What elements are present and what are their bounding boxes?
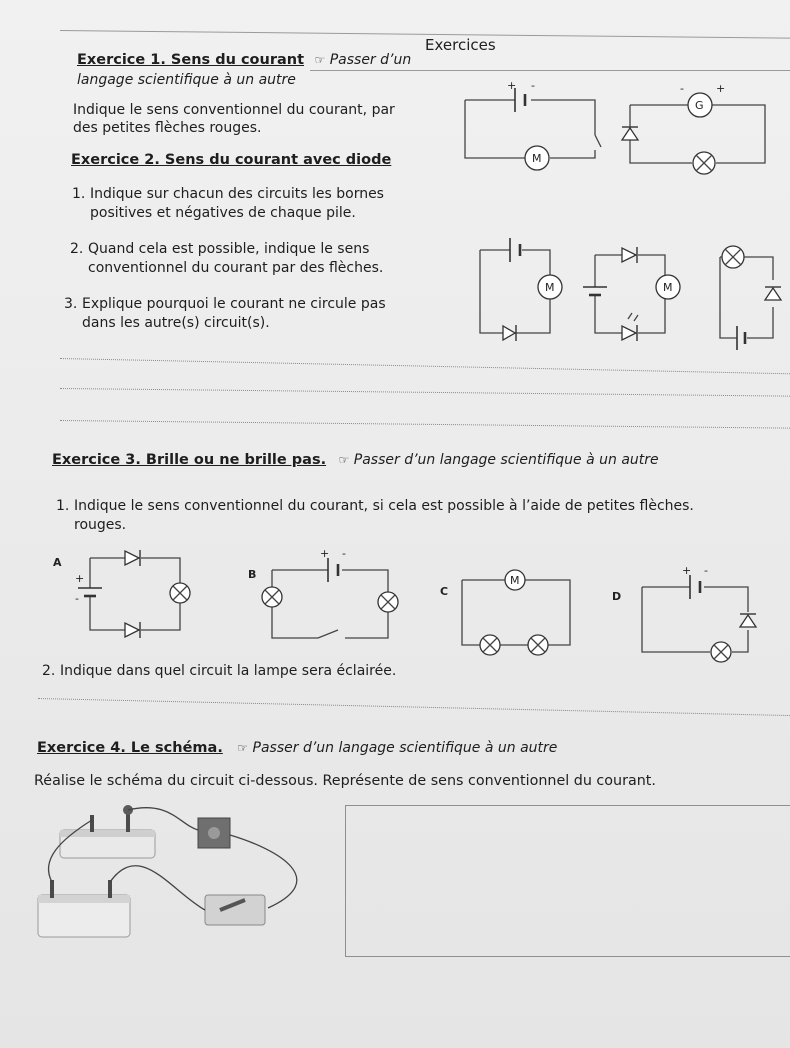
motor-label: M bbox=[532, 152, 542, 165]
ex4-heading bbox=[37, 740, 557, 756]
generator-plus-sign: + bbox=[716, 82, 726, 95]
ex2-q3-line1: Explique pourquoi le courant ne circule pas bbox=[82, 296, 386, 312]
battery-plus-sign: + bbox=[75, 572, 85, 585]
ex3-q2-number: 2. bbox=[42, 663, 56, 679]
motor-label: M bbox=[663, 281, 673, 294]
ex3-circuit-c bbox=[440, 565, 590, 665]
ex3-circuit-d bbox=[610, 562, 770, 672]
switch-open bbox=[595, 135, 601, 147]
led-symbol bbox=[622, 326, 636, 340]
motor-label: M bbox=[510, 574, 520, 587]
ex2-q1-line2: positives et négatives de chaque pile. bbox=[90, 205, 356, 221]
answer-line-4 bbox=[38, 698, 790, 716]
ex2-q2-line2: conventionnel du courant par des flèches. bbox=[88, 260, 384, 276]
ex1-title: Exercice 1. Sens du courant bbox=[77, 52, 305, 68]
battery-plus-sign: + bbox=[682, 564, 692, 577]
page-title: Exercices bbox=[425, 36, 496, 54]
hand-pointing-icon: ☞ bbox=[314, 53, 326, 67]
ex1-heading bbox=[77, 52, 411, 68]
diode-symbol bbox=[125, 623, 139, 637]
ex4-title: Exercice 4. Le schéma. bbox=[37, 740, 223, 756]
schema-answer-box bbox=[345, 805, 790, 957]
ex2-circuit-1 bbox=[475, 235, 565, 345]
ex1-instruction-line1: Indique le sens conventionnel du courant, par bbox=[73, 102, 395, 118]
ex3-circuit-b bbox=[240, 548, 410, 648]
ex2-q3-line2: dans les autre(s) circuit(s). bbox=[82, 315, 270, 331]
ex2-q3-number: 3. bbox=[64, 296, 78, 312]
battery-plus-sign: + bbox=[507, 79, 517, 92]
ex1-subtitle-line2: langage scientifique à un autre bbox=[77, 72, 296, 88]
ex4-subtitle: Passer d’un langage scientifique à un autre bbox=[252, 740, 558, 756]
diode-symbol bbox=[622, 128, 638, 140]
circuit-photo bbox=[30, 800, 330, 960]
diode-symbol bbox=[503, 326, 515, 340]
ex3-q2-text: Indique dans quel circuit la lampe sera éclairée. bbox=[60, 663, 397, 679]
ex3-circuit-a bbox=[45, 548, 215, 648]
ex2-q1-line1: Indique sur chacun des circuits les bornes bbox=[90, 186, 384, 202]
ex3-q1-number: 1. bbox=[56, 498, 70, 514]
ex2-circuit-2 bbox=[580, 235, 700, 345]
ex1-subtitle-line1: Passer d’un bbox=[329, 52, 412, 68]
generator-label: G bbox=[695, 99, 704, 112]
answer-line-1 bbox=[60, 358, 790, 374]
ex1-circuit-1 bbox=[455, 80, 605, 170]
circuit-label-c: C bbox=[440, 585, 449, 598]
switch-open bbox=[318, 630, 338, 638]
ex1-rule bbox=[310, 70, 790, 71]
hand-pointing-icon: ☞ bbox=[237, 741, 249, 755]
circuit-label-b: B bbox=[248, 568, 257, 581]
ex2-q2-number: 2. bbox=[70, 241, 84, 257]
diode-symbol bbox=[125, 551, 139, 565]
answer-line-3 bbox=[60, 420, 790, 429]
diode-symbol bbox=[765, 288, 781, 300]
ex3-heading bbox=[52, 452, 659, 468]
hand-pointing-icon: ☞ bbox=[338, 453, 350, 467]
circuit-label-a: A bbox=[53, 556, 62, 569]
ex4-instruction: Réalise le schéma du circuit ci-dessous. Représente de sens conventionnel du courant. bbox=[34, 773, 656, 789]
battery-minus-sign: - bbox=[75, 592, 79, 605]
ex1-instruction-line2: des petites flèches rouges. bbox=[73, 120, 262, 136]
circuit-label-d: D bbox=[612, 590, 622, 603]
ex1-circuit-2 bbox=[620, 80, 770, 170]
motor-label: M bbox=[545, 281, 555, 294]
ex2-q2-line1: Quand cela est possible, indique le sens bbox=[88, 241, 370, 257]
ex3-subtitle: Passer d’un langage scientifique à un autre bbox=[353, 452, 659, 468]
ex2-title: Exercice 2. Sens du courant avec diode bbox=[71, 152, 392, 168]
diode-symbol bbox=[740, 615, 756, 627]
battery-plus-sign: + bbox=[320, 547, 330, 560]
generator-minus-sign: - bbox=[680, 82, 684, 95]
wire-2 bbox=[128, 808, 198, 830]
battery-minus-sign: - bbox=[531, 79, 535, 92]
switch-block bbox=[205, 895, 265, 925]
battery-minus-sign: - bbox=[342, 547, 346, 560]
ex2-q1-number: 1. bbox=[72, 186, 86, 202]
terminal-posts bbox=[92, 812, 128, 832]
battery-minus-sign: - bbox=[704, 564, 708, 577]
ex3-q1-line1: Indique le sens conventionnel du courant, si cela est possible à l’aide de petites flèches. bbox=[74, 498, 694, 514]
answer-line-2 bbox=[60, 388, 790, 397]
ex3-q1-line2: rouges. bbox=[74, 517, 127, 533]
diode-symbol bbox=[622, 248, 636, 262]
ex3-title: Exercice 3. Brille ou ne brille pas. bbox=[52, 452, 327, 468]
ex2-circuit-3 bbox=[695, 235, 790, 355]
